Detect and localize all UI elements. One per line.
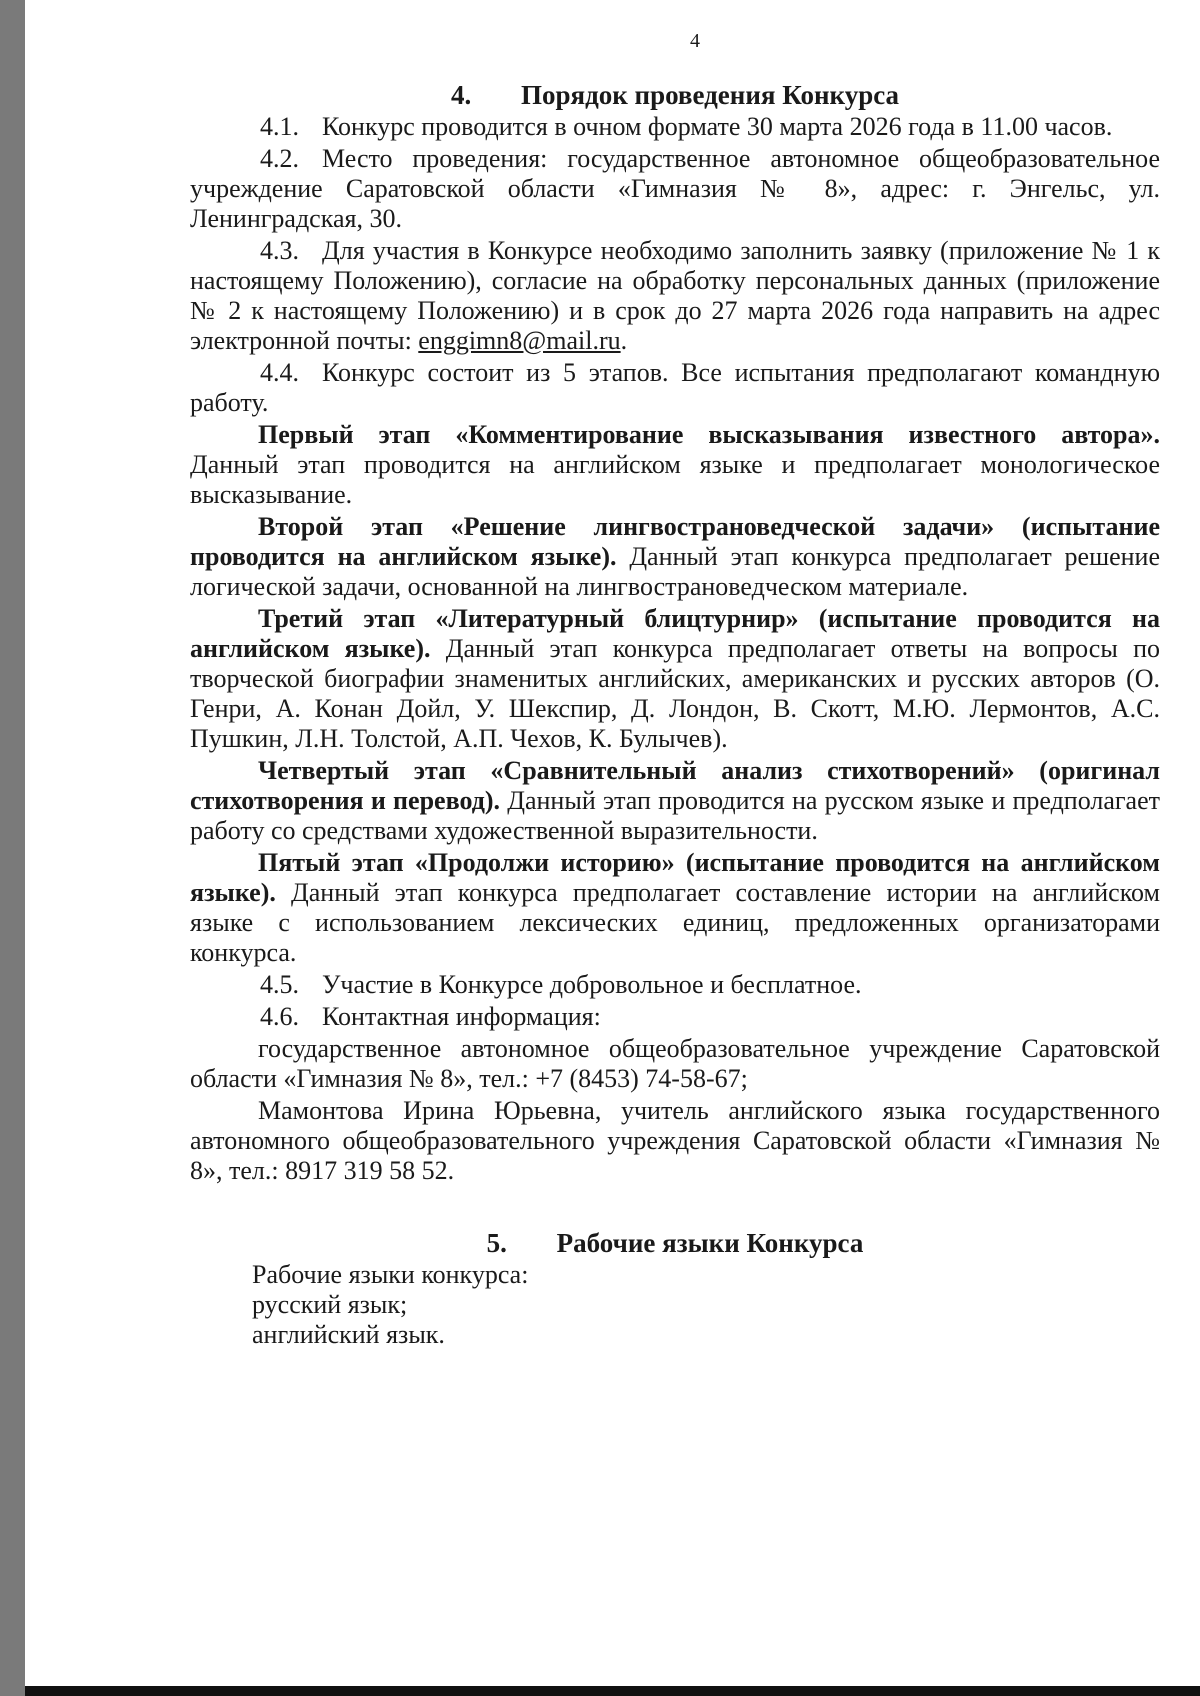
- section-5-number: 5.: [486, 1228, 507, 1258]
- paragraph-4-4: [190, 358, 1160, 418]
- paragraph-number: 4.2.: [260, 144, 299, 173]
- section-4-title: Порядок проведения Конкурса: [520, 80, 900, 110]
- stage-5-text: Данный этап конкурса предполагает составление истории на английском языке с использованием лексических единиц, предложенных организаторами конкурса.: [190, 878, 1160, 967]
- section-5-title: Рабочие языки Конкурса: [556, 1228, 864, 1258]
- stage-5: [190, 848, 1160, 968]
- language-item-russian: русский язык;: [252, 1290, 408, 1319]
- stage-4: [190, 756, 1160, 846]
- stage-2-text: Данный этап конкурса предполагает решение логической задачи, основанной на лингвострановедческом материале.: [190, 542, 1160, 601]
- stage-5-title: Пятый этап «Продолжи историю» (испытание проводится на английском языке).: [190, 848, 1160, 907]
- stage-4-text: Данный этап проводится на русском языке и предполагает работу со средствами художественной выразительности.: [190, 786, 1161, 845]
- stage-3-text: Данный этап конкурса предполагает ответы на вопросы по творческой биографии знаменитых английских, американских и русских авторов (О. Генри, А. Конан Дойл, У. Шекспир, Д. Лондон, В. Скотт, М.Ю. Лермонтов, А.С. Пушкин, Л.Н. Толстой, А.П. Чехов, К. Булычев).: [190, 634, 1160, 753]
- paragraph-number: 4.1.: [260, 112, 299, 141]
- paragraph-text: Участие в Конкурсе добровольное и бесплатное.: [322, 970, 862, 999]
- document-page: [25, 0, 1200, 1686]
- paragraph-4-5: [190, 970, 1160, 1000]
- section-4-heading: [190, 80, 1160, 110]
- section-5-heading: [190, 1228, 1160, 1258]
- stage-2-title: Второй этап «Решение лингвострановедческой задачи» (испытание проводится на английском языке).: [190, 512, 1160, 571]
- paragraph-number: 4.6.: [260, 1002, 299, 1031]
- paragraph-number: 4.4.: [260, 358, 299, 387]
- paragraph-number: 4.5.: [260, 970, 299, 999]
- stage-1: [190, 420, 1160, 510]
- document-body: [190, 80, 1160, 1350]
- paragraph-text: Конкурс состоит из 5 этапов. Все испытания предполагают командную работу.: [190, 358, 1160, 417]
- paragraph-text: Место проведения: государственное автономное общеобразовательное учреждение Саратовской области «Гимназия № 8», адрес: г. Энгельс, ул. Ленинградская, 30.: [190, 144, 1160, 233]
- paragraph-number: 4.3.: [260, 236, 299, 265]
- contact-organization: государственное автономное общеобразовательное учреждение Саратовской области «Гимназия № 8», тел.: +7 (8453) 74-58-67;: [190, 1034, 1160, 1093]
- stage-3: [190, 604, 1160, 754]
- paragraph-4-1: [190, 112, 1160, 142]
- paragraph-end: .: [620, 326, 628, 355]
- paragraph-text: Конкурс проводится в очном формате 30 марта 2026 года в 11.00 часов.: [322, 112, 1113, 141]
- stage-3-title: Третий этап «Литературный блицтурнир» (испытание проводится на английском языке).: [190, 604, 1160, 663]
- stage-2: [190, 512, 1160, 602]
- scan-left-edge: [0, 0, 25, 1696]
- paragraph-text: Контактная информация:: [322, 1002, 601, 1031]
- paragraph-4-3: [190, 236, 1160, 356]
- stage-1-title: Первый этап «Комментирование высказывания известного автора».: [258, 420, 1160, 449]
- section-spacer: [190, 1188, 1160, 1228]
- scan-bottom-edge: [25, 1686, 1200, 1696]
- language-item-english: английский язык.: [252, 1320, 445, 1349]
- page-number: 4: [690, 30, 700, 52]
- languages-intro: Рабочие языки конкурса:: [252, 1260, 529, 1289]
- contact-person: Мамонтова Ирина Юрьевна, учитель английского языка государственного автономного общеобразовательного учреждения Саратовской области «Гимназия № 8», тел.: 8917 319 58 52.: [190, 1096, 1160, 1185]
- section-4-number: 4.: [450, 80, 472, 110]
- stage-1-text: Данный этап проводится на английском языке и предполагает монологическое высказывание.: [190, 450, 1160, 509]
- paragraph-4-2: [190, 144, 1160, 234]
- email-link[interactable]: enggimn8@mail.ru: [418, 326, 621, 355]
- stage-4-title: Четвертый этап «Сравнительный анализ стихотворений» (оригинал стихотворения и перевод).: [190, 756, 1160, 815]
- paragraph-4-6: [190, 1002, 1160, 1032]
- paragraph-text: Для участия в Конкурсе необходимо заполнить заявку (приложение № 1 к настоящему Положению), согласие на обработку персональных данных (приложение № 2 к настоящему Положению) и в срок до 27 марта 2026 года направить на адрес электронной почты:: [190, 236, 1160, 355]
